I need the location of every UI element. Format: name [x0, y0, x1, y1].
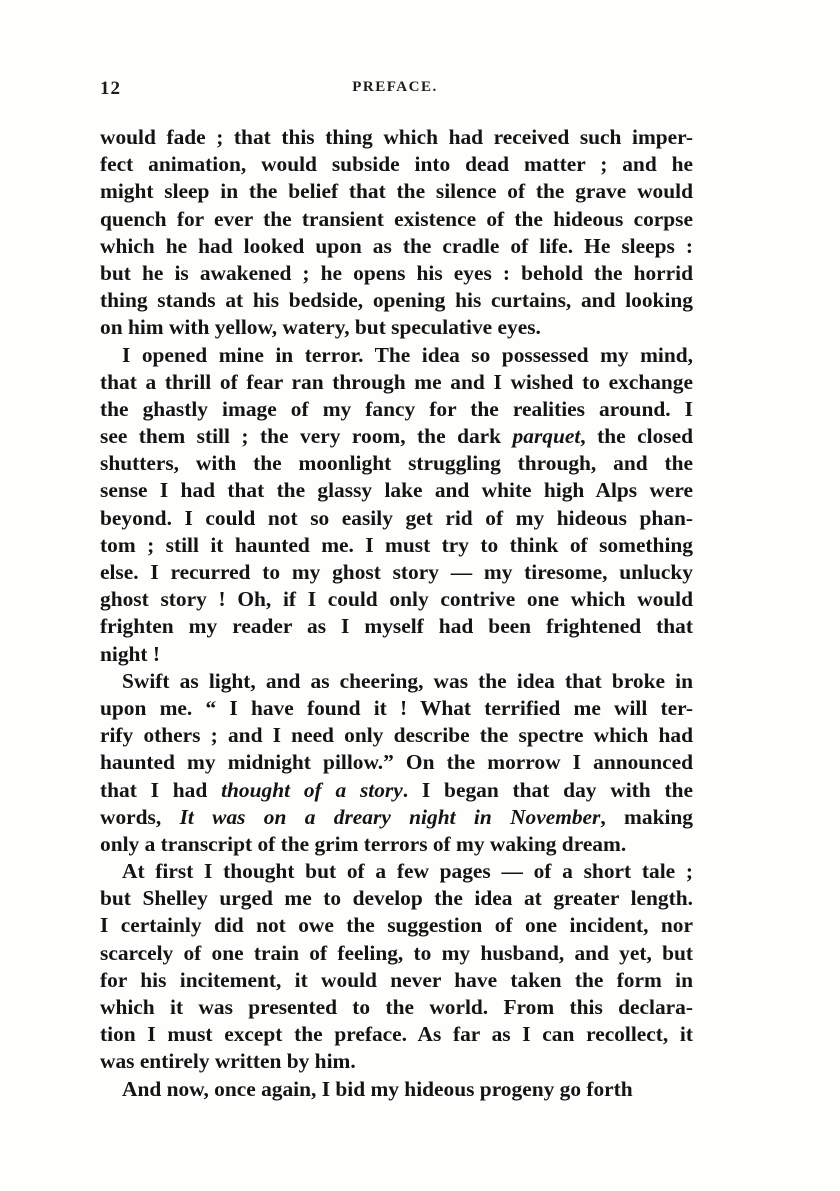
paragraph: [100, 124, 693, 342]
text-line: Swift as light, and as cheering, was the idea that broke in: [122, 668, 693, 693]
text-line: I opened mine in terror. The idea so possessed my mind,: [122, 342, 693, 367]
text-line: but he is awakened ; he opens his eyes : behold the horrid: [100, 260, 693, 285]
text-line: the ghastly image of my fancy for the realities around. I: [100, 396, 693, 421]
text-line: on him with yellow, watery, but speculative eyes.: [100, 315, 541, 340]
italic-phrase: It was on a dreary night in November: [179, 804, 601, 829]
text-line: frighten my reader as I myself had been frightened that: [100, 614, 693, 639]
text-line: ghost story ! Oh, if I could only contrive one which would: [100, 587, 693, 612]
text-line: upon me. “ I have found it ! What terrified me will ter-: [100, 695, 693, 720]
text-line: only a transcript of the grim terrors of my waking dream.: [100, 831, 627, 856]
text-line: I certainly did not owe the suggestion of one incident, nor: [100, 913, 693, 938]
page-header: [100, 78, 690, 100]
text-line: which he had looked upon as the cradle of life. He sleeps :: [100, 233, 693, 258]
text-line: for his incitement, it would never have taken the form in: [100, 967, 693, 992]
text-line: sense I had that the glassy lake and white high Alps were: [100, 478, 693, 503]
text-line: tion I must except the preface. As far as I can recollect, it: [100, 1022, 693, 1047]
italic-phrase: parquet: [512, 424, 581, 449]
italic-phrase: thought of a story: [221, 777, 403, 802]
text-line: but Shelley urged me to develop the idea at greater length.: [100, 886, 693, 911]
text-line: was entirely written by him.: [100, 1049, 356, 1074]
text-line: thing stands at his bedside, opening his curtains, and looking: [100, 288, 693, 313]
text-line: would fade ; that this thing which had received such imper-: [100, 125, 693, 149]
body-text: [100, 124, 693, 1103]
text-line: And now, once again, I bid my hideous progeny go forth: [122, 1076, 633, 1101]
text-line: night !: [100, 641, 161, 666]
paragraph: [100, 1076, 693, 1103]
text-line: that a thrill of fear ran through me and I wished to exchange: [100, 369, 693, 394]
text-line: else. I recurred to my ghost story — my tiresome, unlucky: [100, 560, 693, 584]
page-number: 12: [100, 78, 121, 99]
text-line: see them still ; the very room, the dark parquet, the closed: [100, 424, 693, 449]
paragraph: [100, 342, 693, 668]
text-line: that I had thought of a story. I began that day with the: [100, 777, 693, 802]
running-head: PREFACE.: [352, 79, 438, 95]
text-line: which it was presented to the world. From this declara-: [100, 995, 693, 1019]
text-line: tom ; still it haunted me. I must try to think of something: [100, 532, 693, 557]
text-line: quench for ever the transient existence of the hideous corpse: [100, 206, 693, 231]
text-line: At first I thought but of a few pages — of a short tale ;: [122, 859, 693, 884]
paragraph: [100, 668, 693, 858]
paragraph: [100, 858, 693, 1076]
text-line: fect animation, would subside into dead matter ; and he: [100, 152, 693, 177]
text-line: scarcely of one train of feeling, to my husband, and yet, but: [100, 940, 693, 965]
text-line: beyond. I could not so easily get rid of my hideous phan-: [100, 505, 693, 530]
text-line: rify others ; and I need only describe the spectre which had: [100, 723, 693, 748]
text-line: haunted my midnight pillow.” On the morrow I announced: [100, 750, 693, 775]
text-line: shutters, with the moonlight struggling through, and the: [100, 451, 693, 476]
text-line: might sleep in the belief that the silence of the grave would: [100, 179, 693, 204]
text-line: words, It was on a dreary night in November, making: [100, 804, 693, 829]
